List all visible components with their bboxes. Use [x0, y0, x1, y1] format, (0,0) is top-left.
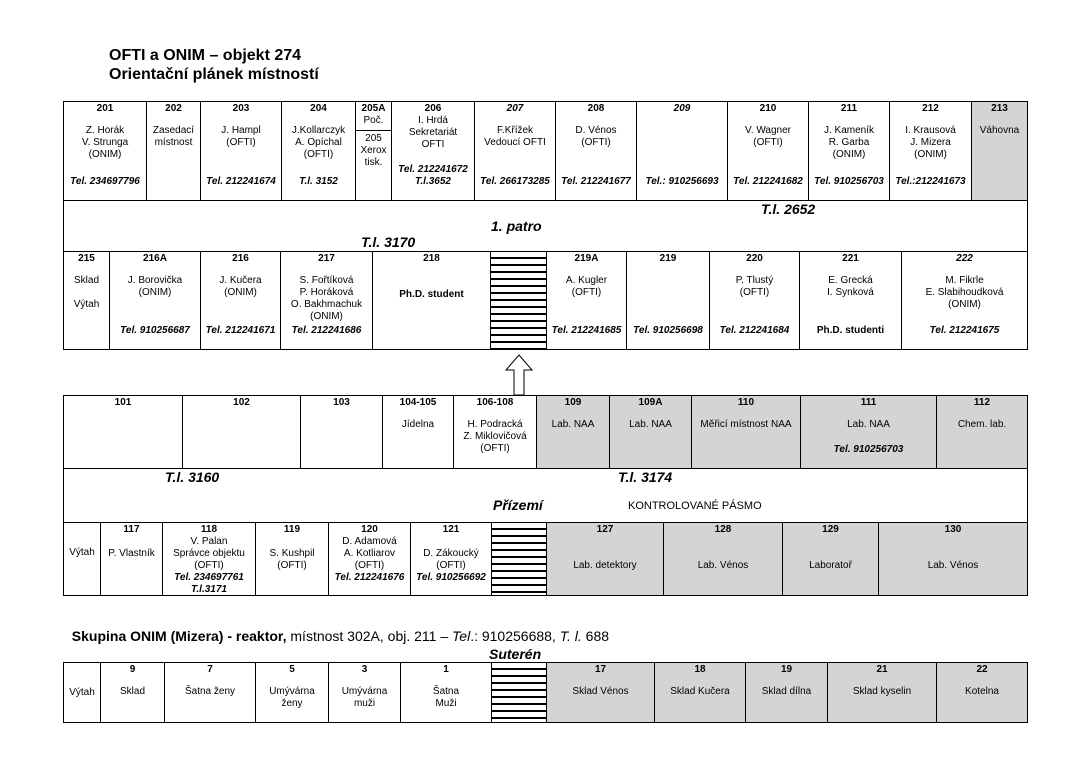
room-19: 19 Sklad dílna [746, 663, 828, 722]
room-203: 203 J. Hampl (OFTI) Tel. 212241674 [201, 102, 282, 200]
reactor-room: místnost 302A, obj. 211 – [286, 628, 453, 644]
ground-bottom-row [63, 522, 1028, 596]
room-22: 22 Kotelna [937, 663, 1027, 722]
room-219: 219 Tel. 910256698 [627, 252, 710, 349]
room-130: 130 Lab. Vénos [879, 523, 1027, 595]
room-207: 207 F.Křížek Vedoucí OFTI Tel. 266173285 [475, 102, 556, 200]
room-208: 208 D. Vénos (OFTI) Tel. 212241677 [556, 102, 637, 200]
room-119: 119 S. Kushpil (OFTI) [256, 523, 329, 595]
tl-3174: T.l. 3174 [618, 469, 673, 485]
lift-ground: Výtah [64, 523, 101, 595]
staircase-1st-floor [491, 252, 547, 349]
room-117: 117 P. Vlastník [101, 523, 163, 595]
page-title [109, 46, 319, 84]
reactor-tel-label: Tel [452, 628, 471, 644]
controlled-zone-label: KONTROLOVANÉ PÁSMO [628, 500, 762, 512]
reactor-group: Skupina ONIM (Mizera) - reaktor, [71, 628, 287, 644]
room-112: 112 Chem. lab. [937, 396, 1027, 468]
floor-label-1-patro: 1. patro [491, 218, 542, 234]
room-3: 3 Umývárna muži [329, 663, 401, 722]
room-211: 211 J. Kameník R. Garba (ONIM) Tel. 910256703 [809, 102, 890, 200]
floor1-bottom-row [63, 251, 1028, 350]
room-127: 127 Lab. detektory [547, 523, 664, 595]
room-21: 21 Sklad kyselin [828, 663, 937, 722]
room-7: 7 Šatna ženy [165, 663, 256, 722]
room-1: 1 Šatna Muži [401, 663, 492, 722]
room-213: 213 Váhovna [972, 102, 1027, 200]
room-216A: 216A J. Borovička (ONIM) Tel. 910256687 [110, 252, 201, 349]
room-109: 109 Lab. NAA [537, 396, 610, 468]
reactor-tl-label: T. l. [559, 628, 582, 644]
tl-3160: T.l. 3160 [165, 469, 220, 485]
floor1-corridor [63, 200, 1028, 252]
room-205: 205A Poč. 205 Xerox tisk. [356, 102, 392, 200]
ground-corridor [63, 468, 1028, 523]
room-101: 101 [64, 396, 183, 468]
room-204: 204 J.Kollarczyk A. Opíchal (OFTI) T.l. 3152 [282, 102, 356, 200]
room-17: 17 Sklad Vénos [547, 663, 655, 722]
room-106-108: 106-108 H. Podracká Z. Miklovičová (OFTI) [454, 396, 537, 468]
room-206: 206 I. Hrdá Sekretariát OFTI Tel. 212241672 T.l.3652 [392, 102, 475, 200]
tl-2652: T.l. 2652 [761, 201, 816, 217]
room-216: 216 J. Kučera (ONIM) Tel. 212241671 [201, 252, 281, 349]
room-212: 212 I. Krausová J. Mizera (ONIM) Tel.:212241673 [890, 102, 972, 200]
room-120: 120 D. Adamová A. Kotliarov (OFTI) Tel. 212241676 [329, 523, 411, 595]
room-210: 210 V. Wagner (OFTI) Tel. 212241682 [728, 102, 809, 200]
basement-row [63, 662, 1028, 723]
floor-label-suteren: Suterén [489, 646, 542, 662]
room-110: 110 Měřicí místnost NAA [692, 396, 801, 468]
room-128: 128 Lab. Vénos [664, 523, 783, 595]
subtitle: Orientační plánek místností [109, 66, 319, 83]
room-121: 121 D. Zákoucký (OFTI) Tel. 910256692 [411, 523, 492, 595]
room-103: 103 [301, 396, 383, 468]
arrow-up-icon [505, 354, 533, 396]
reactor-info [64, 612, 609, 644]
room-202: 202 Zasedací místnost [147, 102, 201, 200]
tl-3170: T.l. 3170 [361, 234, 416, 250]
staircase-ground [492, 523, 547, 595]
room-218: 218 Ph.D. student [373, 252, 491, 349]
room-9: 9 Sklad [101, 663, 165, 722]
room-118: 118 V. Palan Správce objektu (OFTI) Tel. 234697761 T.l.3171 [163, 523, 256, 595]
room-18: 18 Sklad Kučera [655, 663, 746, 722]
room-215: 215 Sklad Výtah [64, 252, 110, 349]
lift-basement: Výtah [64, 663, 101, 722]
room-221: 221 E. Grecká I. Synková Ph.D. studenti [800, 252, 902, 349]
room-111: 111 Lab. NAA Tel. 910256703 [801, 396, 937, 468]
floor-label-prizemi: Přízemí [493, 497, 543, 513]
staircase-basement [492, 663, 547, 722]
room-129: 129 Laboratoř [783, 523, 879, 595]
floor1-top-row [63, 101, 1028, 201]
reactor-tel: .: 910256688, [470, 628, 560, 644]
room-109A: 109A Lab. NAA [610, 396, 692, 468]
room-104-105: 104-105 Jídelna [383, 396, 454, 468]
room-5: 5 Umývárna ženy [256, 663, 329, 722]
reactor-tl: 688 [581, 628, 610, 644]
title: OFTI a ONIM – objekt 274 [109, 47, 302, 64]
room-201: 201 Z. Horák V. Strunga (ONIM) Tel. 234697796 [64, 102, 147, 200]
room-222: 222 M. Fikrle E. Slabihoudková (ONIM) Tel. 212241675 [925, 253, 1004, 336]
room-209: 209 Tel.: 910256693 [637, 102, 728, 200]
room-217: 217 S. Fořtíková P. Horáková O. Bakhmachuk (ONIM) Tel. 212241686 [281, 252, 373, 349]
room-219A: 219A A. Kugler (OFTI) Tel. 212241685 [547, 252, 627, 349]
room-102: 102 [183, 396, 301, 468]
room-220: 220 P. Tlustý (OFTI) Tel. 212241684 [710, 252, 800, 349]
ground-top-row [63, 395, 1028, 469]
